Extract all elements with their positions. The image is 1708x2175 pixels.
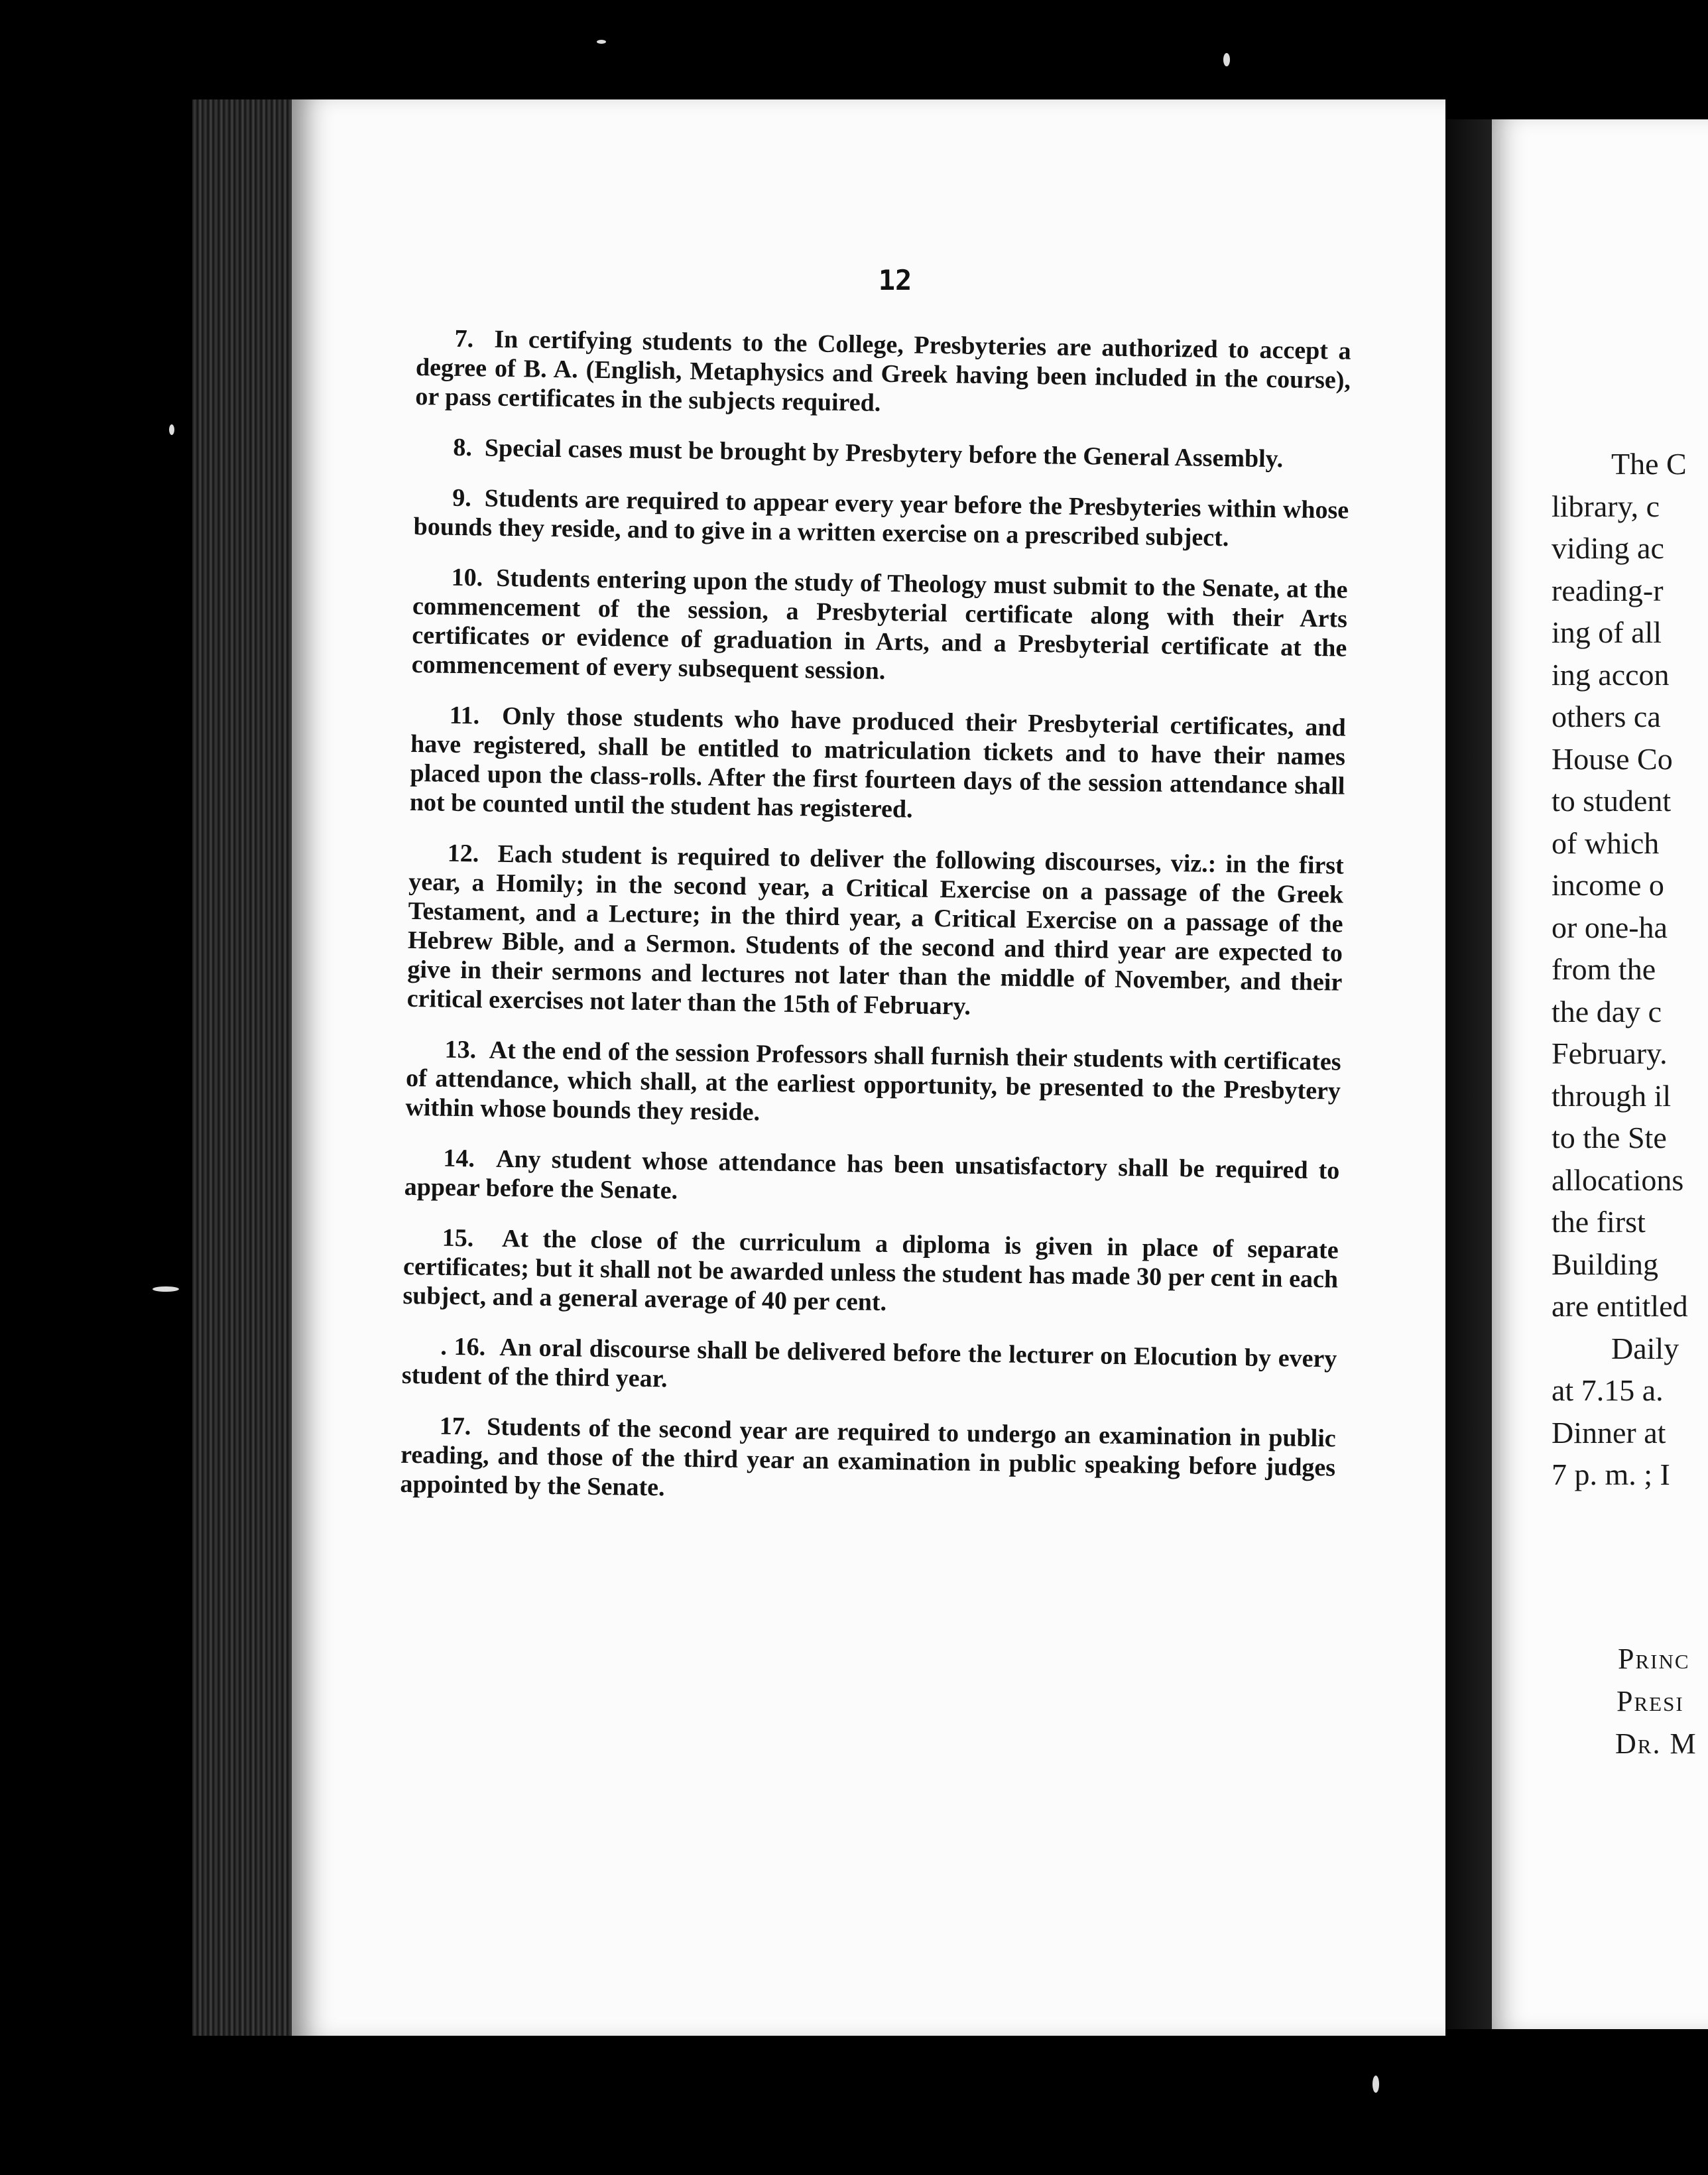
- paragraph-text: At the end of the session Professors shall furnish their students with certificates of attendance, which shall, at the earliest opportunity, be presented to the Presbytery within whose bounds they reside.: [405, 1036, 1341, 1127]
- right-line: 7 p. m. ; I: [1552, 1458, 1670, 1491]
- dust-speck: [1372, 2076, 1379, 2093]
- paragraph-number: 12.: [447, 839, 479, 868]
- paragraph-text: Students entering upon the study of Theology must submit to the Senate, at the commencement of the session, a Presbyterial certificate along with their Arts certificates or evidence of graduation in Arts, and a Presbyterial certificate at the commencement of every subsequent session.: [411, 564, 1348, 685]
- paragraph-15: [402, 1223, 1339, 1324]
- paragraph-14: [404, 1143, 1340, 1215]
- page-number: 12: [878, 264, 912, 296]
- dust-speck: [597, 40, 606, 44]
- paragraph-text: An oral discourse shall be delivered before the lecturer on Elocution by every student of the third year.: [401, 1333, 1337, 1393]
- paragraph-number: 14.: [443, 1144, 475, 1173]
- right-page-names: [1615, 1638, 1697, 1765]
- right-line: February.: [1552, 1036, 1668, 1070]
- dust-speck: [169, 424, 174, 435]
- paragraph-text: Students of the second year are required to undergo an examination in public reading, and those of the third year an examination in public speaking before judges appointed by the Senate.: [400, 1412, 1336, 1502]
- paragraph-text: Each student is required to deliver the following discourses, viz.: in the first year, a Homily; in the second year, a Critical Exercise on a passage of the Greek Testament, and a Lecture; in the third year, a Critical Exercise on a passage of the Hebrew Bible, and a Sermon. Students of the second and third year are expected to give in their sermons and lectures not later than the middle of November, and their critical exercises not later than the 15th of February.: [406, 839, 1345, 1021]
- name-line: Dr. M: [1615, 1727, 1697, 1760]
- paragraph-text: At the close of the curriculum a diploma is given in place of separate certificates; but it shall not be awarded unless the student has made 30 per cent in each subject, and a general average of 40 per cent.: [402, 1224, 1339, 1317]
- paragraph-number: 7.: [454, 324, 474, 353]
- paragraph-number: . 16.: [440, 1332, 486, 1361]
- paragraph-number: 8.: [453, 433, 473, 462]
- right-line: or one-ha: [1552, 910, 1668, 944]
- right-line: ing accon: [1552, 657, 1670, 692]
- paragraph-text: In certifying students to the College, Presbyteries are authorized to accept a degree of B. A. (English, Metaphysics and Greek having been included in the course), or pass certificates in the subjects required.: [415, 325, 1351, 417]
- right-line: income o: [1552, 868, 1664, 902]
- right-line: are entitled: [1552, 1289, 1688, 1323]
- dust-speck: [1223, 53, 1230, 66]
- paragraph-17: [400, 1411, 1336, 1512]
- right-line: of which: [1552, 826, 1660, 860]
- right-line: the first: [1552, 1205, 1646, 1239]
- right-line: at 7.15 a.: [1552, 1373, 1664, 1407]
- right-line: from the: [1552, 952, 1656, 986]
- right-line: House Co: [1552, 741, 1673, 776]
- right-line: reading-r: [1552, 573, 1664, 607]
- paragraph-9: [413, 483, 1349, 554]
- paragraph-text: Any student whose attendance has been unsatisfactory shall be required to appear before the Senate.: [404, 1145, 1340, 1205]
- right-line: the day c: [1552, 994, 1662, 1028]
- paragraph-7: [415, 324, 1351, 424]
- paragraph-number: 13.: [444, 1035, 477, 1064]
- right-line: viding ac: [1552, 531, 1664, 565]
- paragraph-text: Only those students who have produced their Presbyterial certificates, and have registered, shall be entitled to matriculation tickets and to have their names placed upon the class-rolls. After the first fourteen days of the session attendance shall not be counted until the student has registered.: [409, 702, 1346, 824]
- paragraph-text: Students are required to appear every year before the Presbyteries within whose bounds they reside, and to give in a written exercise on a prescribed subject.: [413, 484, 1349, 552]
- paragraph-number: 10.: [451, 563, 483, 592]
- right-line: allocations: [1552, 1162, 1684, 1197]
- right-line: The C: [1611, 447, 1687, 481]
- paragraph-12: [406, 838, 1344, 1026]
- paragraph-11: [410, 700, 1346, 830]
- paragraph-13: [405, 1034, 1341, 1135]
- paragraph-number: 17.: [439, 1412, 471, 1441]
- paragraph-10: [412, 562, 1348, 692]
- right-line: to the Ste: [1552, 1121, 1667, 1154]
- paragraph-8: [414, 432, 1349, 475]
- name-line: Presi: [1616, 1685, 1684, 1717]
- right-line: to student: [1552, 784, 1672, 818]
- book-edge: [192, 99, 305, 2036]
- right-line: Building: [1552, 1247, 1659, 1281]
- paragraph-number: 15.: [442, 1223, 474, 1253]
- paragraph-number: 11.: [449, 701, 480, 730]
- right-line: through il: [1552, 1078, 1672, 1113]
- right-line: Dinner at: [1552, 1415, 1666, 1450]
- right-line: others ca: [1552, 700, 1661, 733]
- name-line: Princ: [1618, 1643, 1690, 1675]
- right-line: library, c: [1552, 489, 1660, 523]
- right-line: Daily: [1611, 1331, 1679, 1365]
- rules-text: [400, 324, 1351, 1533]
- right-page-text: [1552, 443, 1688, 1496]
- paragraph-text: Special cases must be brought by Presbytery before the General Assembly.: [484, 434, 1284, 473]
- paragraph-number: 9.: [452, 483, 472, 513]
- right-line: ing of all: [1552, 615, 1662, 649]
- book-gutter: [1445, 119, 1492, 2029]
- dust-speck: [152, 1286, 179, 1292]
- paragraph-16: [402, 1332, 1337, 1403]
